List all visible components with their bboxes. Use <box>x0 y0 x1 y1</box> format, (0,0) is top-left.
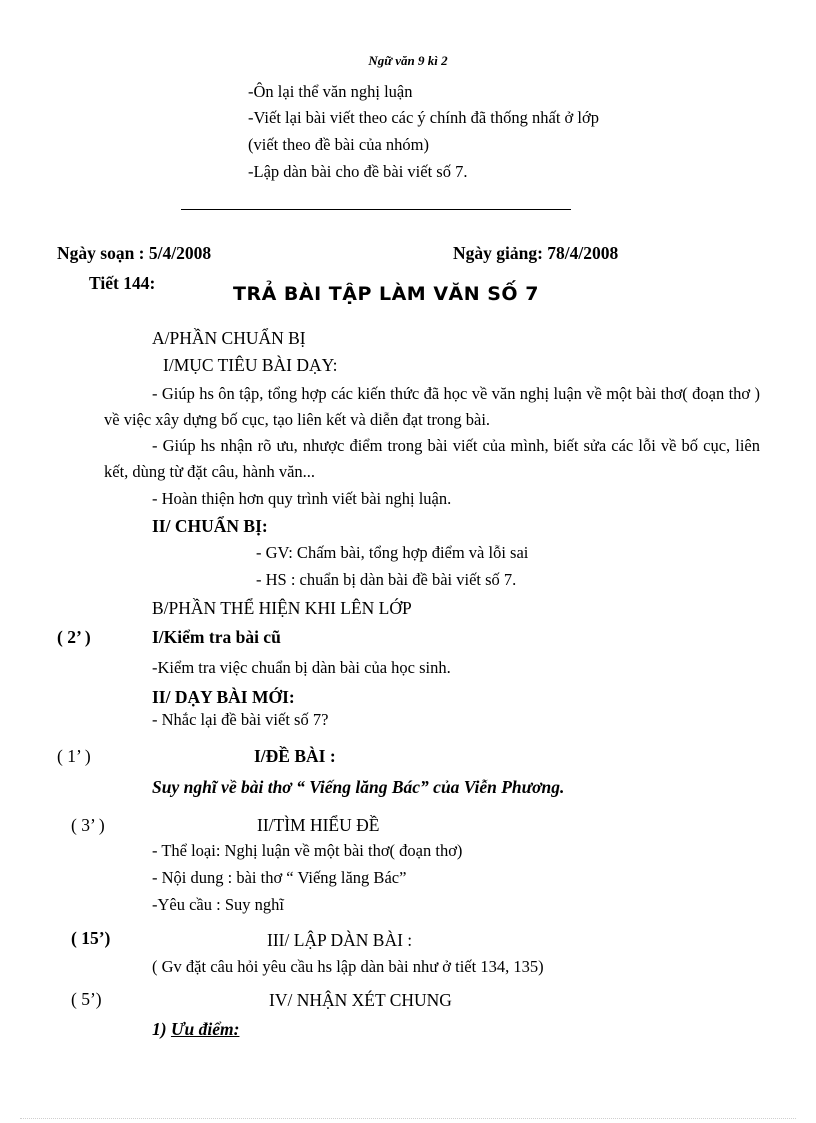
time-marker-15: ( 15’) <box>71 928 111 948</box>
nhac-lai-text: - Nhắc lại đề bài viết số 7? <box>152 710 329 729</box>
kiem-tra-heading: I/Kiểm tra bài cũ <box>152 627 281 647</box>
the-loai-text: - Thể loại: Nghị luận về một bài thơ( đoạn thơ) <box>152 841 463 860</box>
ngay-soan: Ngày soạn : 5/4/2008 <box>57 243 212 263</box>
time-marker-5: ( 5’) <box>71 989 102 1009</box>
uu-diem-label <box>152 1019 239 1040</box>
homework-line-2: -Viết lại bài viết theo các ý chính đã thống nhất ở lớp <box>248 108 599 127</box>
day-bai-moi-heading: II/ DẠY BÀI MỚI: <box>152 687 295 707</box>
homework-line-3: (viết theo đề bài của nhóm) <box>248 135 429 154</box>
part-a-heading: A/PHẦN CHUẨN BỊ <box>152 328 306 348</box>
chuan-bi-gv: - GV: Chấm bài, tổng hợp điểm và lỗi sai <box>256 543 529 562</box>
divider-line <box>181 209 571 210</box>
tim-hieu-heading: II/TÌM HIỂU ĐỀ <box>257 815 380 835</box>
lap-dan-bai-heading: III/ LẬP DÀN BÀI : <box>267 930 413 950</box>
kiem-tra-text: -Kiểm tra việc chuẩn bị dàn bài của học sinh. <box>152 658 451 677</box>
tiet-number: Tiết 144: <box>89 273 156 293</box>
homework-line-4: -Lập dàn bài cho đề bài viết số 7. <box>248 162 468 181</box>
muc-tieu-heading: I/MỤC TIÊU BÀI DẠY: <box>163 355 338 375</box>
lap-dan-bai-text: ( Gv đặt câu hỏi yêu cầu hs lập dàn bài như ở tiết 134, 135) <box>152 957 544 976</box>
uu-diem-title: Ưu điểm: <box>170 1019 240 1039</box>
objective-paragraph-1: - Giúp hs ôn tập, tổng hợp các kiến thức đã học về văn nghị luận về một bài thơ( đoạn thơ ) về việc xây dựng bố cục, tạo liên kết và diễn đạt trong bài. <box>104 384 760 429</box>
chuan-bi-hs: - HS : chuẩn bị dàn bài đề bài viết số 7. <box>256 570 517 589</box>
lesson-title: TRẢ BÀI TẬP LÀM VĂN SỐ 7 <box>233 283 539 305</box>
ngay-giang: Ngày giảng: 78/4/2008 <box>453 243 619 263</box>
nhan-xet-heading: IV/ NHẬN XÉT CHUNG <box>269 990 452 1010</box>
objective-paragraph-2: - Giúp hs nhận rõ ưu, nhược điểm trong bài viết của mình, biết sửa các lỗi về bố cục, liên kết, dùng từ đặt câu, hành văn... <box>104 436 760 481</box>
time-marker-2: ( 2’ ) <box>57 627 91 647</box>
chuan-bi-heading: II/ CHUẨN BỊ: <box>152 516 268 536</box>
noi-dung-text: - Nội dung : bài thơ “ Viếng lăng Bác” <box>152 868 407 887</box>
objective-paragraph-3: - Hoàn thiện hơn quy trình viết bài nghị luận. <box>152 489 452 508</box>
homework-line-1: -Ôn lại thể văn nghị luận <box>248 82 413 101</box>
page-header: Ngữ văn 9 kì 2 <box>368 53 448 68</box>
part-b-heading: B/PHẦN THỂ HIỆN KHI LÊN LỚP <box>152 598 412 618</box>
yeu-cau-text: -Yêu cầu : Suy nghĩ <box>152 895 284 914</box>
uu-diem-number: 1) <box>152 1019 167 1039</box>
time-marker-1: ( 1’ ) <box>57 746 91 766</box>
de-bai-text: Suy nghĩ về bài thơ “ Viếng lăng Bác” của Viễn Phương. <box>152 777 565 797</box>
time-marker-3: ( 3’ ) <box>71 815 105 835</box>
footer-dotted-line <box>20 1118 796 1119</box>
de-bai-heading: I/ĐỀ BÀI : <box>254 746 336 766</box>
